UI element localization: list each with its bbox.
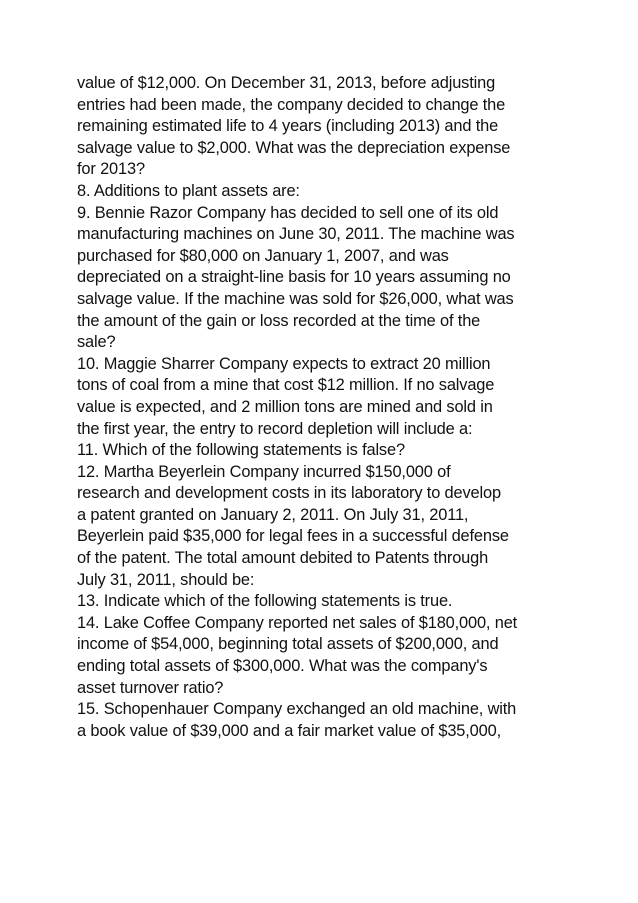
- question-11: 11. Which of the following statements is false?: [77, 441, 405, 460]
- question-13: 13. Indicate which of the following statements is true.: [77, 592, 453, 611]
- text-line: purchased for $80,000 on January 1, 2007, and was: [77, 246, 449, 265]
- text-line: asset turnover ratio?: [77, 678, 224, 697]
- text-line: value is expected, and 2 million tons are mined and sold in: [77, 397, 493, 416]
- question-14: 14. Lake Coffee Company reported net sales of $180,000, net: [77, 613, 518, 632]
- document-body: [77, 73, 617, 742]
- text-line: sale?: [77, 333, 116, 352]
- question-8: 8. Additions to plant assets are:: [77, 181, 300, 200]
- text-line: value of $12,000. On December 31, 2013, before adjusting: [77, 74, 496, 92]
- question-9: 9. Bennie Razor Company has decided to sell one of its old: [77, 203, 499, 222]
- text-line: manufacturing machines on June 30, 2011. The machine was: [77, 225, 515, 244]
- text-line: remaining estimated life to 4 years (including 2013) and the: [77, 117, 499, 136]
- question-12: 12. Martha Beyerlein Company incurred $150,000 of: [77, 462, 451, 481]
- question-10: 10. Maggie Sharrer Company expects to extract 20 million: [77, 354, 491, 373]
- text-line: salvage value. If the machine was sold for $26,000, what was: [77, 289, 514, 308]
- text-line: ending total assets of $300,000. What was the company's: [77, 657, 488, 676]
- text-line: research and development costs in its laboratory to develop: [77, 484, 501, 503]
- text-line: depreciated on a straight-line basis for 10 years assuming no: [77, 268, 511, 287]
- text-line: a book value of $39,000 and a fair market value of $35,000,: [77, 721, 501, 740]
- text-line: tons of coal from a mine that cost $12 million. If no salvage: [77, 376, 495, 395]
- text-line: a patent granted on January 2, 2011. On July 31, 2011,: [77, 505, 469, 524]
- text-line: July 31, 2011, should be:: [77, 570, 255, 589]
- text-line: for 2013?: [77, 160, 145, 179]
- text-line: of the patent. The total amount debited to Patents through: [77, 549, 489, 568]
- text-line: the first year, the entry to record depletion will include a:: [77, 419, 473, 438]
- text-line: Beyerlein paid $35,000 for legal fees in a successful defense: [77, 527, 509, 546]
- text-line: salvage value to $2,000. What was the depreciation expense: [77, 138, 511, 157]
- text-line: income of $54,000, beginning total assets of $200,000, and: [77, 635, 499, 654]
- text-line: the amount of the gain or loss recorded at the time of the: [77, 311, 481, 330]
- text-line: entries had been made, the company decided to change the: [77, 95, 506, 114]
- question-15: 15. Schopenhauer Company exchanged an old machine, with: [77, 700, 517, 719]
